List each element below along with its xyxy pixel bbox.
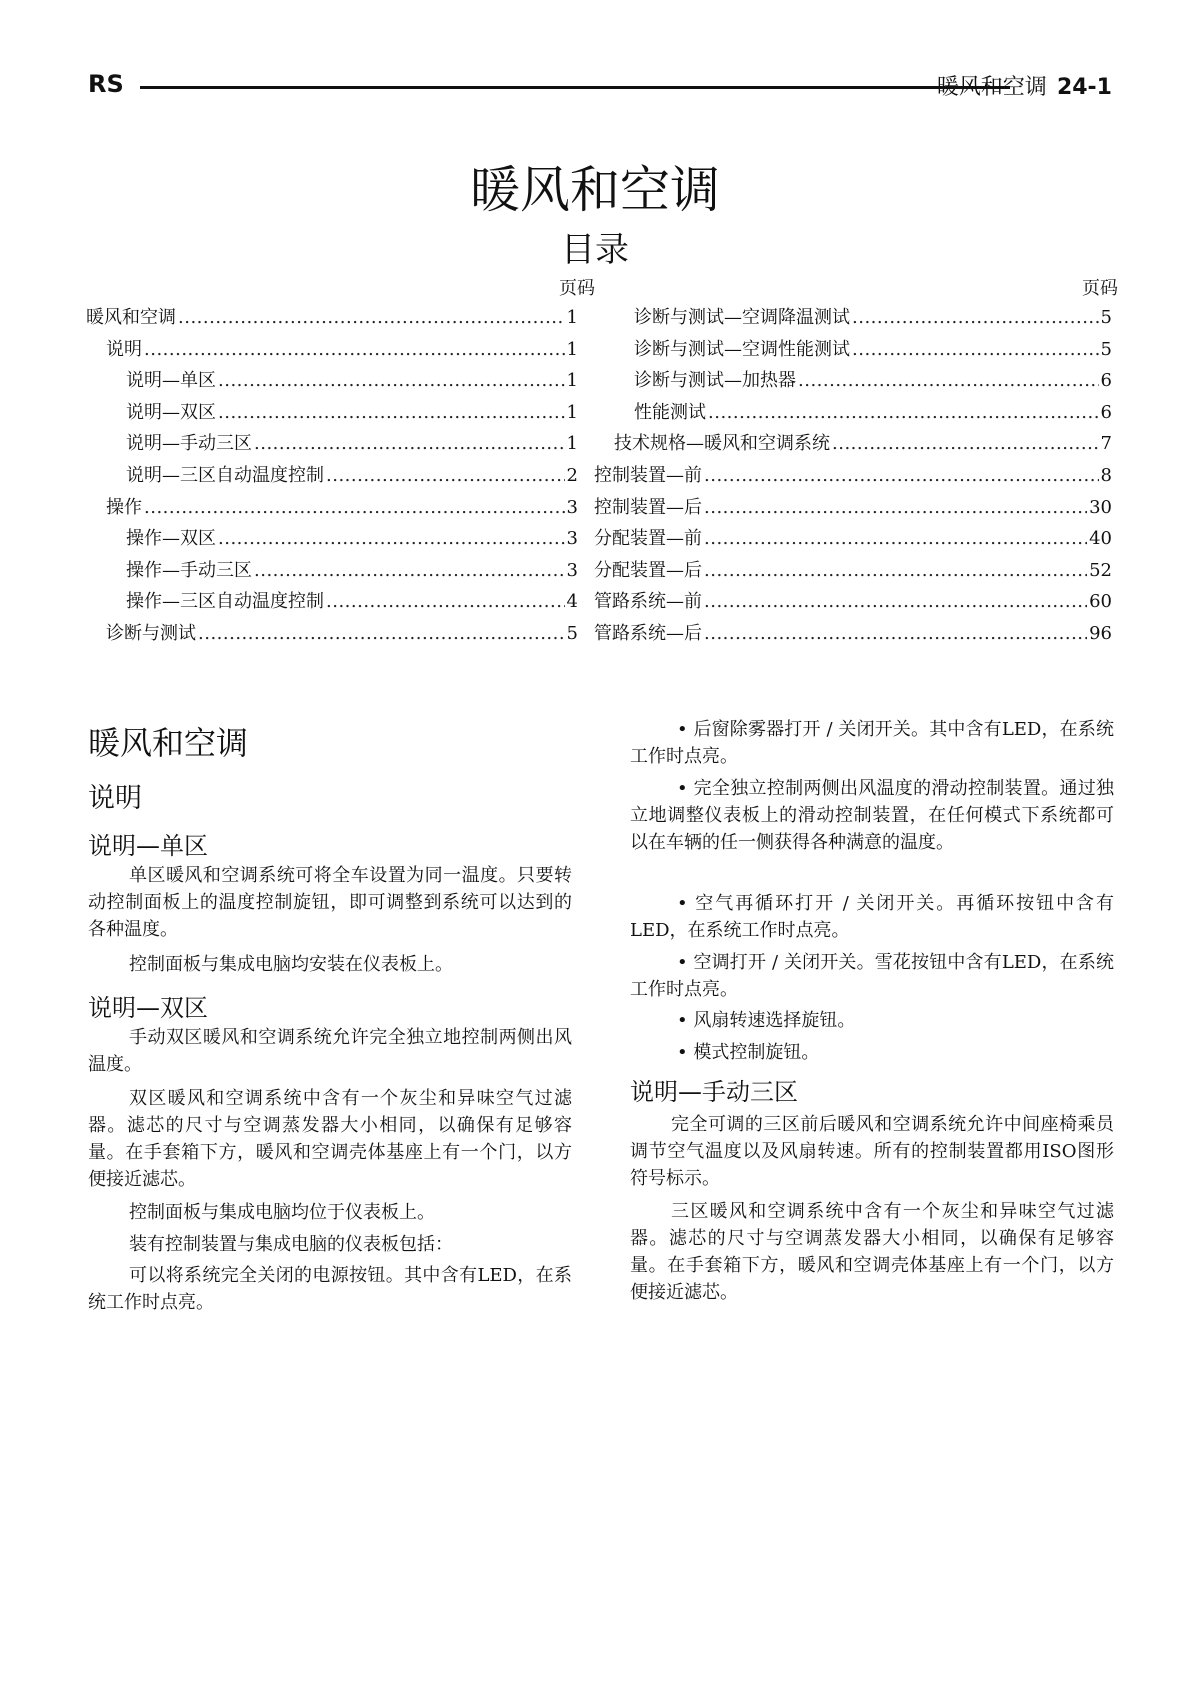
header-rule	[140, 86, 1010, 89]
toc-entry-page: 5	[1100, 307, 1112, 328]
toc-leader-dots	[254, 433, 565, 454]
toc-entry-title: 诊断与测试—空调性能测试	[634, 338, 850, 360]
header-page-number: 24-1	[1056, 75, 1112, 100]
toc-entry-page: 52	[1089, 559, 1112, 581]
toc-leader-dots	[852, 307, 1099, 328]
toc-leader-dots	[144, 339, 565, 360]
toc-entry[interactable]	[86, 461, 578, 493]
toc-leader-dots	[704, 560, 1087, 581]
page-title: 暖风和空调	[470, 161, 720, 219]
toc-entry-title: 操作—双区	[126, 528, 216, 550]
subsection-heading-manual-three-zone: 说明—手动三区	[630, 1078, 798, 1106]
toc-entry-title: 管路系统—后	[594, 622, 702, 644]
toc-entry[interactable]	[86, 556, 578, 588]
toc-entry-page: 1	[566, 433, 578, 455]
toc-entry-page: 1	[566, 307, 578, 328]
toc-entry[interactable]	[86, 587, 578, 619]
toc-entry-page: 96	[1089, 622, 1112, 644]
paragraph-single-zone-1: 单区暖风和空调系统可将全车设置为同一温度。只要转动控制面板上的温度控制旋钮，即可调整到系统可以达到的各种温度。	[88, 865, 572, 940]
toc-leader-dots	[708, 402, 1099, 423]
toc-entry[interactable]	[594, 587, 1112, 619]
toc-entry-title: 技术规格—暖风和空调系统	[614, 433, 830, 455]
subsection-heading-dual-zone: 说明—双区	[88, 994, 208, 1022]
bullet-recirculation-switch: • 空气再循环打开 / 关闭开关。再循环按钮中含有LED，在系统工作时点亮。	[630, 893, 1114, 941]
toc-entry[interactable]	[594, 461, 1112, 493]
toc-entry[interactable]	[594, 524, 1112, 556]
toc-entry[interactable]	[634, 398, 1112, 430]
paragraph-manual-three-zone-2: 三区暖风和空调系统中含有一个灰尘和异味空气过滤器。滤芯的尺寸与空调蒸发器大小相同，以确保有足够容量。在手套箱下方，暖风和空调壳体基座上有一个门，以方便接近滤芯。	[630, 1201, 1114, 1303]
toc-entry-title: 操作—三区自动温度控制	[126, 591, 324, 613]
toc-entry-page: 60	[1089, 591, 1112, 613]
toc-entry-title: 说明—单区	[126, 370, 216, 392]
toc-entry[interactable]	[614, 429, 1112, 461]
toc-entry-page: 1	[566, 401, 578, 423]
page-header	[88, 66, 1112, 100]
toc-leader-dots	[218, 528, 565, 549]
toc-entry[interactable]	[86, 619, 578, 651]
toc-entry-title: 控制装置—前	[594, 464, 702, 486]
paragraph-dual-zone-2: 双区暖风和空调系统中含有一个灰尘和异味空气过滤器。滤芯的尺寸与空调蒸发器大小相同，以确保有足够容量。在手套箱下方，暖风和空调壳体基座上有一个门，以方便接近滤芯。	[88, 1088, 572, 1190]
header-section	[937, 70, 1112, 101]
header-section-title: 暖风和空调	[936, 75, 1047, 100]
bullet-fan-speed-knob: • 风扇转速选择旋钮。	[677, 1010, 856, 1031]
paragraph-dual-zone-4: 装有控制装置与集成电脑的仪表板包括：	[129, 1234, 453, 1255]
toc-entry[interactable]	[634, 335, 1112, 367]
toc-entry-title: 管路系统—前	[594, 591, 702, 613]
toc-left-column	[86, 303, 578, 651]
toc-leader-dots	[178, 307, 565, 328]
toc-entry-page: 3	[566, 559, 578, 581]
section-heading-main: 暖风和空调	[88, 724, 249, 762]
toc-entry[interactable]	[86, 429, 578, 461]
toc-leader-dots	[254, 560, 565, 581]
toc-entry[interactable]	[86, 366, 578, 398]
toc-entry[interactable]	[594, 619, 1112, 651]
toc-entry[interactable]	[86, 303, 578, 335]
toc-leader-dots	[704, 623, 1087, 644]
section-heading-description: 说明	[88, 783, 142, 814]
paragraph-dual-zone-5: 可以将系统完全关闭的电源按钮。其中含有LED，在系统工作时点亮。	[88, 1265, 572, 1313]
toc-entry-title: 分配装置—前	[594, 528, 702, 550]
toc-entry-page: 7	[1100, 433, 1112, 455]
toc-entry[interactable]	[634, 366, 1112, 398]
toc-entry-title: 说明—三区自动温度控制	[126, 464, 324, 486]
toc-entry-page: 6	[1100, 401, 1112, 423]
toc-page-label-left: 页码	[559, 278, 595, 299]
toc-entry[interactable]	[594, 493, 1112, 525]
bullet-temperature-slider: • 完全独立控制两侧出风温度的滑动控制装置。通过独立地调整仪表板上的滑动控制装置，在任何模式下系统都可以在车辆的任一侧获得各种满意的温度。	[630, 778, 1114, 853]
toc-entry-title: 诊断与测试	[106, 622, 196, 644]
toc-leader-dots	[218, 402, 565, 423]
toc-entry-page: 5	[1100, 338, 1112, 360]
toc-entry-title: 操作	[106, 496, 142, 518]
toc-page-label-right: 页码	[1082, 278, 1118, 299]
toc-leader-dots	[798, 370, 1099, 391]
toc-right-column	[594, 303, 1112, 651]
toc-entry-page: 1	[566, 338, 578, 360]
toc-entry-page: 3	[566, 496, 578, 518]
bullet-mode-knob: • 模式控制旋钮。	[677, 1042, 820, 1063]
toc-entry-page: 1	[566, 370, 578, 392]
toc-leader-dots	[704, 465, 1099, 486]
toc-entry-title: 控制装置—后	[594, 496, 702, 518]
toc-entry[interactable]	[86, 493, 578, 525]
toc-entry-title: 暖风和空调	[86, 307, 176, 328]
subsection-heading-single-zone: 说明—单区	[88, 832, 208, 860]
toc-leader-dots	[704, 497, 1087, 518]
toc-entry-title: 诊断与测试—加热器	[634, 370, 796, 392]
toc-entry-page: 8	[1100, 464, 1112, 486]
toc-leader-dots	[326, 591, 565, 612]
bullet-ac-switch: • 空调打开 / 关闭开关。雪花按钮中含有LED，在系统工作时点亮。	[630, 952, 1114, 1000]
toc-entry-page: 3	[566, 528, 578, 550]
toc-entry-page: 5	[566, 622, 578, 644]
toc-entry-page: 6	[1100, 370, 1112, 392]
toc-entry-page: 30	[1089, 496, 1112, 518]
toc-entry[interactable]	[594, 556, 1112, 588]
paragraph-dual-zone-3: 控制面板与集成电脑均位于仪表板上。	[129, 1202, 435, 1223]
toc-entry[interactable]	[86, 398, 578, 430]
toc-leader-dots	[218, 370, 565, 391]
bullet-rear-defroster: • 后窗除雾器打开 / 关闭开关。其中含有LED，在系统工作时点亮。	[630, 719, 1114, 767]
header-model-code: RS	[88, 70, 124, 98]
toc-leader-dots	[852, 339, 1099, 360]
paragraph-dual-zone-1: 手动双区暖风和空调系统允许完全独立地控制两侧出风温度。	[88, 1027, 572, 1075]
toc-entry-page: 40	[1089, 528, 1112, 550]
toc-entry[interactable]	[86, 524, 578, 556]
toc-title: 目录	[561, 230, 629, 270]
toc-leader-dots	[326, 465, 565, 486]
toc-entry-title: 分配装置—后	[594, 559, 702, 581]
toc-entry-title: 说明	[106, 338, 142, 360]
toc-entry-page: 4	[566, 591, 578, 613]
toc-entry-page: 2	[566, 464, 578, 486]
toc-entry-title: 性能测试	[634, 401, 706, 423]
toc-entry[interactable]	[86, 335, 578, 367]
toc-entry-title: 操作—手动三区	[126, 559, 252, 581]
toc-leader-dots	[198, 623, 565, 644]
toc-leader-dots	[144, 497, 565, 518]
toc-entry[interactable]	[634, 303, 1112, 335]
toc-entry-title: 说明—双区	[126, 401, 216, 423]
paragraph-single-zone-2: 控制面板与集成电脑均安装在仪表板上。	[129, 954, 453, 975]
paragraph-manual-three-zone-1: 完全可调的三区前后暖风和空调系统允许中间座椅乘员调节空气温度以及风扇转速。所有的控制装置都用ISO图形符号标示。	[630, 1114, 1114, 1189]
toc-entry-title: 说明—手动三区	[126, 433, 252, 455]
toc-leader-dots	[832, 433, 1099, 454]
toc-leader-dots	[704, 528, 1087, 549]
toc-leader-dots	[704, 591, 1087, 612]
toc-entry-title: 诊断与测试—空调降温测试	[634, 307, 850, 328]
